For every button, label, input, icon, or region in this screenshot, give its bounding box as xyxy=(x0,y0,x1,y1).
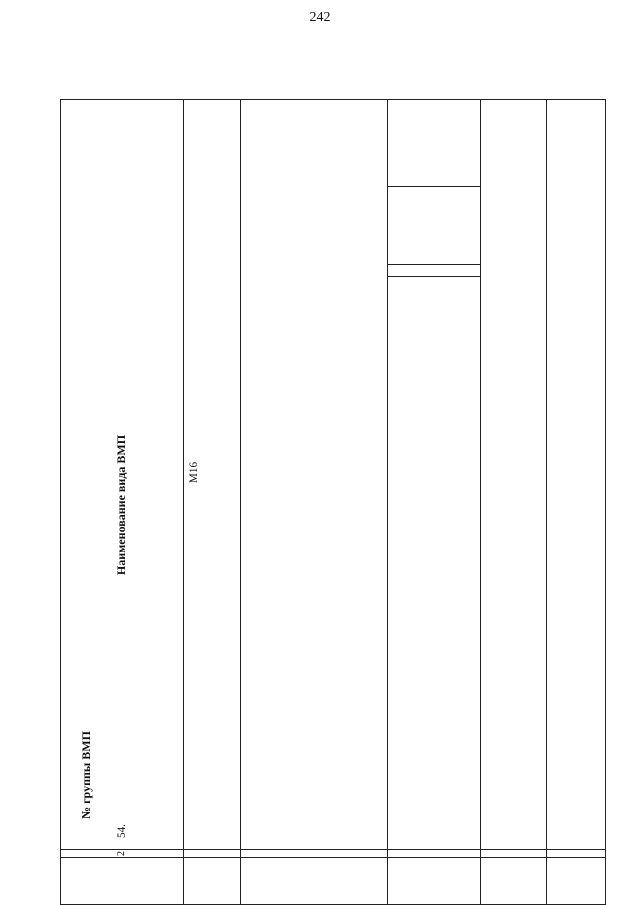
header-group-number: № группы ВМП xyxy=(79,731,94,819)
header-vmp-name: Наименование вида ВМП xyxy=(114,434,129,576)
row-group-number: 54. xyxy=(115,824,128,838)
row-codes: M16 xyxy=(188,461,200,484)
page-number: 242 xyxy=(309,10,331,25)
column-number-2: 2 xyxy=(116,851,127,856)
